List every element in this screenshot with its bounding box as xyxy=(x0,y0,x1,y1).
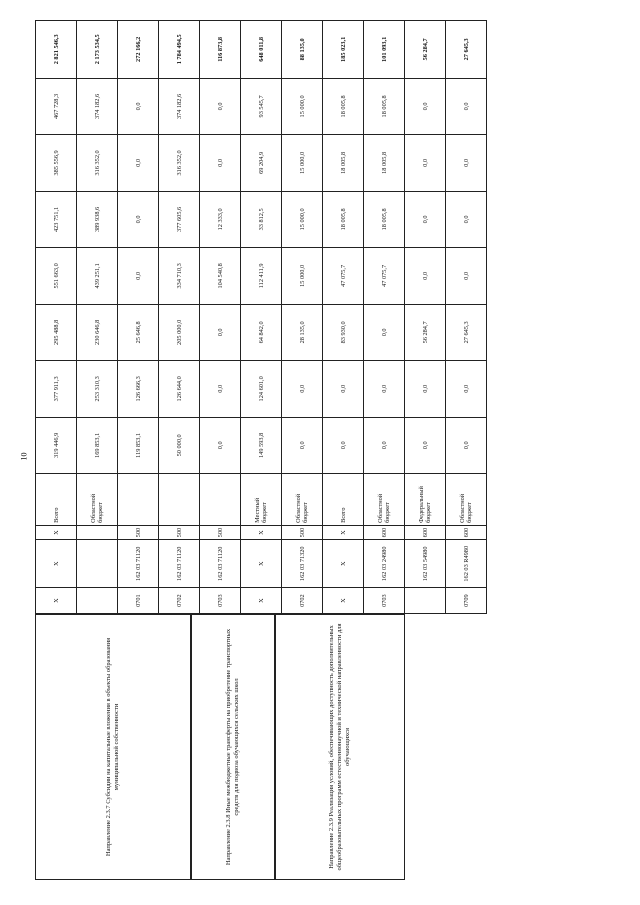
cell-year-value: 0,0 xyxy=(364,361,405,417)
cell-year-value: 423 751,1 xyxy=(36,191,77,247)
cell-code: Х xyxy=(323,588,364,614)
page-number: 10 xyxy=(19,452,29,461)
cell-kbk xyxy=(77,540,118,588)
cell-total: 2 173 534,5 xyxy=(77,21,118,79)
cell-year-value: 0,0 xyxy=(323,361,364,417)
table-row xyxy=(241,21,282,614)
cell-year-value: 33 812,5 xyxy=(241,191,282,247)
cell-year-value: 50 000,0 xyxy=(159,417,200,473)
cell-year-value: 295 488,8 xyxy=(36,304,77,360)
cell-total: 1 784 494,5 xyxy=(159,21,200,79)
cell-year-value: 0,0 xyxy=(118,248,159,304)
cell-year-value: 0,0 xyxy=(364,417,405,473)
cell-kbk: 162 03 71120 xyxy=(118,540,159,588)
cell-year-value: 0,0 xyxy=(118,135,159,191)
cell-kbk: Х xyxy=(36,540,77,588)
direction-2-3-8: Направление 2.3.8 Иные межбюджетные трансферты на приобретение транспортных средств для подвоза обучающихся сельских школ xyxy=(191,614,275,880)
cell-year-value: 0,0 xyxy=(446,135,487,191)
cell-vr: 500 xyxy=(118,525,159,539)
cell-source xyxy=(159,474,200,526)
cell-year-value: 316 352,0 xyxy=(77,135,118,191)
cell-vr: Х xyxy=(323,525,364,539)
cell-year-value: 0,0 xyxy=(282,361,323,417)
cell-vr: 500 xyxy=(159,525,200,539)
cell-year-value: 25 646,8 xyxy=(118,304,159,360)
cell-year-value: 12 333,0 xyxy=(200,191,241,247)
cell-year-value: 64 842,0 xyxy=(241,304,282,360)
table-row xyxy=(200,21,241,614)
cell-kbk: Х xyxy=(241,540,282,588)
cell-year-value: 205 000,0 xyxy=(159,304,200,360)
cell-year-value: 0,0 xyxy=(446,78,487,134)
cell-year-value: 0,0 xyxy=(405,135,446,191)
cell-year-value: 319 446,9 xyxy=(36,417,77,473)
direction-2-3-9: Направление 2.3.9 Реализация условий, обеспечивающих доступность дополнительных общеобразовательных программ естественнонаучной и технической направленности для обучающихся xyxy=(275,614,405,880)
directions-column xyxy=(35,614,465,880)
cell-year-value: 0,0 xyxy=(446,191,487,247)
cell-year-value: 0,0 xyxy=(446,417,487,473)
cell-source: Федеральный бюджет xyxy=(405,474,446,526)
cell-source: Областной бюджет xyxy=(364,474,405,526)
cell-year-value: 0,0 xyxy=(446,361,487,417)
cell-year-value: 0,0 xyxy=(405,417,446,473)
cell-total: 185 023,1 xyxy=(323,21,364,79)
cell-year-value: 126 644,0 xyxy=(159,361,200,417)
cell-total: 56 284,7 xyxy=(405,21,446,79)
budget-table xyxy=(35,20,487,614)
table-row xyxy=(36,21,77,614)
cell-year-value: 0,0 xyxy=(405,78,446,134)
cell-code: 0702 xyxy=(282,588,323,614)
table-row xyxy=(446,21,487,614)
cell-year-value: 374 182,6 xyxy=(159,78,200,134)
cell-source: Областной бюджет xyxy=(446,474,487,526)
table-row xyxy=(405,21,446,614)
rotated-page xyxy=(35,20,473,880)
table-row xyxy=(282,21,323,614)
cell-code: 0702 xyxy=(159,588,200,614)
cell-year-value: 83 930,0 xyxy=(323,304,364,360)
cell-vr: Х xyxy=(241,525,282,539)
cell-vr: 600 xyxy=(446,525,487,539)
cell-kbk: 162 03 71120 xyxy=(159,540,200,588)
cell-year-value: 0,0 xyxy=(200,304,241,360)
cell-year-value: 18 005,8 xyxy=(323,191,364,247)
cell-year-value: 18 005,8 xyxy=(323,78,364,134)
cell-year-value: 0,0 xyxy=(200,417,241,473)
cell-vr: 600 xyxy=(364,525,405,539)
cell-source: Областной бюджет xyxy=(77,474,118,526)
table-row xyxy=(159,21,200,614)
table-row xyxy=(118,21,159,614)
cell-code: 0701 xyxy=(118,588,159,614)
cell-vr xyxy=(77,525,118,539)
cell-code: 0703 xyxy=(200,588,241,614)
cell-source: Местный бюджет xyxy=(241,474,282,526)
cell-year-value: 47 075,7 xyxy=(364,248,405,304)
cell-year-value: 0,0 xyxy=(118,78,159,134)
cell-year-value: 27 645,3 xyxy=(446,304,487,360)
cell-year-value: 0,0 xyxy=(282,417,323,473)
cell-year-value: 389 938,6 xyxy=(77,191,118,247)
cell-year-value: 18 005,8 xyxy=(323,135,364,191)
cell-year-value: 69 204,9 xyxy=(241,135,282,191)
cell-vr: Х xyxy=(36,525,77,539)
cell-total: 2 821 546,3 xyxy=(36,21,77,79)
cell-year-value: 377 605,6 xyxy=(159,191,200,247)
cell-year-value: 15 000,0 xyxy=(282,191,323,247)
cell-year-value: 439 251,1 xyxy=(77,248,118,304)
cell-year-value: 149 593,8 xyxy=(241,417,282,473)
cell-year-value: 112 411,9 xyxy=(241,248,282,304)
cell-total: 101 093,1 xyxy=(364,21,405,79)
cell-year-value: 253 310,3 xyxy=(77,361,118,417)
cell-year-value: 169 853,1 xyxy=(77,417,118,473)
cell-year-value: 467 728,3 xyxy=(36,78,77,134)
cell-year-value: 0,0 xyxy=(364,304,405,360)
table-row xyxy=(323,21,364,614)
cell-year-value: 124 601,0 xyxy=(241,361,282,417)
cell-year-value: 15 000,0 xyxy=(282,248,323,304)
cell-year-value: 93 545,7 xyxy=(241,78,282,134)
cell-code: 0709 xyxy=(446,588,487,614)
table-row xyxy=(364,21,405,614)
cell-kbk: 162 03 24980 xyxy=(364,540,405,588)
cell-kbk: Х xyxy=(323,540,364,588)
cell-year-value: 385 556,9 xyxy=(36,135,77,191)
cell-year-value: 0,0 xyxy=(323,417,364,473)
cell-kbk: 162 03 54980 xyxy=(405,540,446,588)
cell-year-value: 126 666,3 xyxy=(118,361,159,417)
cell-year-value: 230 646,8 xyxy=(77,304,118,360)
cell-year-value: 104 540,8 xyxy=(200,248,241,304)
cell-code: Х xyxy=(36,588,77,614)
cell-total: 27 645,3 xyxy=(446,21,487,79)
cell-total: 648 011,8 xyxy=(241,21,282,79)
cell-vr: 600 xyxy=(405,525,446,539)
cell-year-value: 0,0 xyxy=(200,78,241,134)
cell-year-value: 377 911,3 xyxy=(36,361,77,417)
cell-year-value: 15 000,0 xyxy=(282,78,323,134)
cell-code xyxy=(405,588,446,614)
cell-year-value: 0,0 xyxy=(118,191,159,247)
cell-year-value: 119 853,1 xyxy=(118,417,159,473)
cell-year-value: 18 005,8 xyxy=(364,191,405,247)
cell-year-value: 0,0 xyxy=(200,361,241,417)
cell-source: Областной бюджет xyxy=(282,474,323,526)
cell-year-value: 0,0 xyxy=(405,248,446,304)
cell-year-value: 334 710,3 xyxy=(159,248,200,304)
cell-year-value: 18 005,8 xyxy=(364,135,405,191)
cell-year-value: 47 075,7 xyxy=(323,248,364,304)
cell-total: 88 135,0 xyxy=(282,21,323,79)
cell-code: Х xyxy=(241,588,282,614)
cell-year-value: 15 000,0 xyxy=(282,135,323,191)
direction-2-3-7: Направление 2.3.7 Субсидии на капитальные вложения в объекты образования муниципальной собственности xyxy=(35,614,191,880)
cell-year-value: 374 182,6 xyxy=(77,78,118,134)
cell-code: 0703 xyxy=(364,588,405,614)
table-row xyxy=(77,21,118,614)
cell-year-value: 18 005,8 xyxy=(364,78,405,134)
cell-source: Всего xyxy=(36,474,77,526)
cell-source xyxy=(200,474,241,526)
cell-kbk: 162 03 71120 xyxy=(200,540,241,588)
cell-total: 272 166,2 xyxy=(118,21,159,79)
cell-year-value: 551 663,0 xyxy=(36,248,77,304)
cell-total: 116 873,8 xyxy=(200,21,241,79)
cell-source: Всего xyxy=(323,474,364,526)
cell-year-value: 28 135,0 xyxy=(282,304,323,360)
cell-year-value: 316 352,0 xyxy=(159,135,200,191)
cell-vr: 500 xyxy=(282,525,323,539)
cell-vr: 500 xyxy=(200,525,241,539)
cell-kbk: 162 03 R4980 xyxy=(446,540,487,588)
cell-year-value: 0,0 xyxy=(405,191,446,247)
cell-code xyxy=(77,588,118,614)
cell-year-value: 56 284,7 xyxy=(405,304,446,360)
cell-kbk: 162 03 71320 xyxy=(282,540,323,588)
cell-year-value: 0,0 xyxy=(446,248,487,304)
cell-year-value: 0,0 xyxy=(405,361,446,417)
cell-source xyxy=(118,474,159,526)
cell-year-value: 0,0 xyxy=(200,135,241,191)
